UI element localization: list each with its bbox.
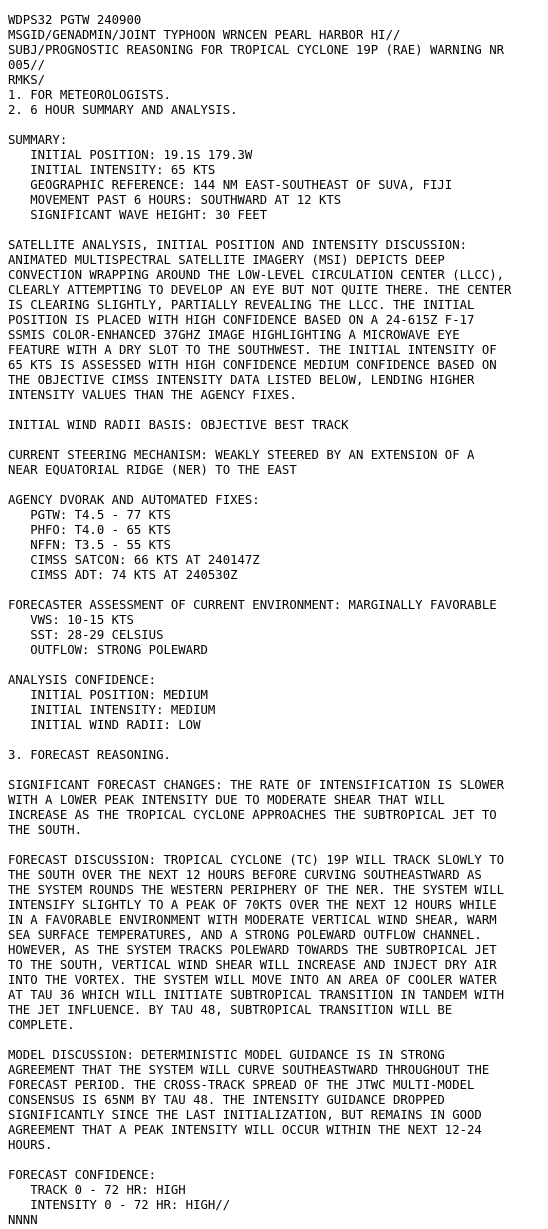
blank-line	[8, 478, 511, 493]
text-line: CURRENT STEERING MECHANISM: WEAKLY STEERED BY AN EXTENSION OF A	[8, 448, 475, 462]
text-line: THE SYSTEM ROUNDS THE WESTERN PERIPHERY OF THE NER. THE SYSTEM WILL	[8, 883, 505, 897]
text-line: SIGNIFICANTLY SINCE THE LAST INITIALIZATION, BUT REMAINS IN GOOD	[8, 1108, 482, 1122]
text-line: THE SOUTH OVER THE NEXT 12 HOURS BEFORE CURVING SOUTHEASTWARD AS	[8, 868, 482, 882]
text-line: FEATURE WITH A DRY SLOT TO THE SOUTHWEST. THE INITIAL INTENSITY OF	[8, 343, 497, 357]
text-line: INTO THE VORTEX. THE SYSTEM WILL MOVE INTO AN AREA OF COOLER WATER	[8, 973, 497, 987]
text-line: AGREEMENT THAT A PEAK INTENSITY WILL OCCUR WITHIN THE NEXT 12-24	[8, 1123, 482, 1137]
text-line: PGTW: T4.5 - 77 KTS	[8, 508, 171, 522]
text-line: 2. 6 HOUR SUMMARY AND ANALYSIS.	[8, 103, 238, 117]
text-line: AGREEMENT THAT THE SYSTEM WILL CURVE SOUTHEASTWARD THROUGHOUT THE	[8, 1063, 490, 1077]
blank-line	[8, 583, 511, 598]
text-line: MODEL DISCUSSION: DETERMINISTIC MODEL GUIDANCE IS IN STRONG	[8, 1048, 445, 1062]
text-line: SST: 28-29 CELSIUS	[8, 628, 164, 642]
blank-line	[8, 838, 511, 853]
blank-line	[8, 433, 511, 448]
text-line: SEA SURFACE TEMPERATURES, AND A STRONG POLEWARD OUTFLOW CHANNEL.	[8, 928, 482, 942]
text-line: CIMSS ADT: 74 KTS AT 240530Z	[8, 568, 238, 582]
text-line: 3. FORECAST REASONING.	[8, 748, 171, 762]
text-line: CONVECTION WRAPPING AROUND THE LOW-LEVEL CIRCULATION CENTER (LLCC),	[8, 268, 505, 282]
text-line: NFFN: T3.5 - 55 KTS	[8, 538, 171, 552]
text-line: POSITION IS PLACED WITH HIGH CONFIDENCE BASED ON A 24-615Z F-17	[8, 313, 475, 327]
text-line: THE SOUTH.	[8, 823, 83, 837]
blank-line	[8, 733, 511, 748]
blank-line	[8, 763, 511, 778]
blank-line	[8, 1033, 511, 1048]
text-line: FORECASTER ASSESSMENT OF CURRENT ENVIRONMENT: MARGINALLY FAVORABLE	[8, 598, 497, 612]
text-line: SUMMARY:	[8, 133, 68, 147]
text-line: COMPLETE.	[8, 1018, 75, 1032]
text-line: 65 KTS IS ASSESSED WITH HIGH CONFIDENCE MEDIUM CONFIDENCE BASED ON	[8, 358, 497, 372]
text-line: SATELLITE ANALYSIS, INITIAL POSITION AND INTENSITY DISCUSSION:	[8, 238, 468, 252]
text-line: CONSENSUS IS 65NM BY TAU 48. THE INTENSITY GUIDANCE DROPPED	[8, 1093, 445, 1107]
text-line: 005//	[8, 58, 46, 72]
blank-line	[8, 403, 511, 418]
text-line: SIGNIFICANT FORECAST CHANGES: THE RATE OF INTENSIFICATION IS SLOWER	[8, 778, 505, 792]
text-line: IN A FAVORABLE ENVIRONMENT WITH MODERATE VERTICAL WIND SHEAR, WARM	[8, 913, 497, 927]
text-line: INTENSITY 0 - 72 HR: HIGH//	[8, 1198, 231, 1212]
text-line: INITIAL WIND RADII BASIS: OBJECTIVE BEST TRACK	[8, 418, 349, 432]
text-line: RMKS/	[8, 73, 46, 87]
text-line: AGENCY DVORAK AND AUTOMATED FIXES:	[8, 493, 260, 507]
blank-line	[8, 118, 511, 133]
text-line: CIMSS SATCON: 66 KTS AT 240147Z	[8, 553, 260, 567]
text-line: OUTFLOW: STRONG POLEWARD	[8, 643, 208, 657]
text-line: FORECAST PERIOD. THE CROSS-TRACK SPREAD OF THE JTWC MULTI-MODEL	[8, 1078, 475, 1092]
text-line: THE JET INFLUENCE. BY TAU 48, SUBTROPICAL TRANSITION WILL BE	[8, 1003, 453, 1017]
text-line: GEOGRAPHIC REFERENCE: 144 NM EAST-SOUTHEAST OF SUVA, FIJI	[8, 178, 453, 192]
blank-line	[8, 658, 511, 673]
text-line: INITIAL POSITION: 19.1S 179.3W	[8, 148, 253, 162]
text-line: WITH A LOWER PEAK INTENSITY DUE TO MODERATE SHEAR THAT WILL	[8, 793, 445, 807]
text-line: WDPS32 PGTW 240900	[8, 13, 142, 27]
text-line: HOWEVER, AS THE SYSTEM TRACKS POLEWARD TOWARDS THE SUBTROPICAL JET	[8, 943, 497, 957]
text-line: SUBJ/PROGNOSTIC REASONING FOR TROPICAL CYCLONE 19P (RAE) WARNING NR	[8, 43, 505, 57]
text-line: PHFO: T4.0 - 65 KTS	[8, 523, 171, 537]
text-line: TO THE SOUTH, VERTICAL WIND SHEAR WILL INCREASE AND INJECT DRY AIR	[8, 958, 497, 972]
text-line: TRACK 0 - 72 HR: HIGH	[8, 1183, 186, 1197]
text-line: INITIAL WIND RADII: LOW	[8, 718, 201, 732]
text-line: INITIAL INTENSITY: 65 KTS	[8, 163, 216, 177]
text-line: ANIMATED MULTISPECTRAL SATELLITE IMAGERY (MSI) DEPICTS DEEP	[8, 253, 445, 267]
text-line: MOVEMENT PAST 6 HOURS: SOUTHWARD AT 12 KTS	[8, 193, 342, 207]
text-line: 1. FOR METEOROLOGISTS.	[8, 88, 171, 102]
text-line: HOURS.	[8, 1138, 53, 1152]
text-line: ANALYSIS CONFIDENCE:	[8, 673, 157, 687]
text-line: AT TAU 36 WHICH WILL INITIATE SUBTROPICAL TRANSITION IN TANDEM WITH	[8, 988, 505, 1002]
text-line: VWS: 10-15 KTS	[8, 613, 134, 627]
warning-text-document	[8, 13, 511, 1228]
text-line: NEAR EQUATORIAL RIDGE (NER) TO THE EAST	[8, 463, 297, 477]
text-line: SSMIS COLOR-ENHANCED 37GHZ IMAGE HIGHLIGHTING A MICROWAVE EYE	[8, 328, 460, 342]
text-line: THE OBJECTIVE CIMSS INTENSITY DATA LISTED BELOW, LENDING HIGHER	[8, 373, 475, 387]
text-line: INTENSIFY SLIGHTLY TO A PEAK OF 70KTS OVER THE NEXT 12 HOURS WHILE	[8, 898, 497, 912]
text-line: IS CLEARING SLIGHTLY, PARTIALLY REVEALING THE LLCC. THE INITIAL	[8, 298, 475, 312]
text-line: INTENSITY VALUES THAN THE AGENCY FIXES.	[8, 388, 297, 402]
text-line: INITIAL POSITION: MEDIUM	[8, 688, 208, 702]
text-line: NNNN	[8, 1213, 38, 1227]
text-line: SIGNIFICANT WAVE HEIGHT: 30 FEET	[8, 208, 268, 222]
text-line: FORECAST DISCUSSION: TROPICAL CYCLONE (TC) 19P WILL TRACK SLOWLY TO	[8, 853, 505, 867]
text-line: FORECAST CONFIDENCE:	[8, 1168, 157, 1182]
blank-line	[8, 223, 511, 238]
text-line: MSGID/GENADMIN/JOINT TYPHOON WRNCEN PEARL HARBOR HI//	[8, 28, 401, 42]
blank-line	[8, 1153, 511, 1168]
text-line: INCREASE AS THE TROPICAL CYCLONE APPROACHES THE SUBTROPICAL JET TO	[8, 808, 497, 822]
text-line: CLEARLY ATTEMPTING TO DEVELOP AN EYE BUT NOT QUITE THERE. THE CENTER	[8, 283, 512, 297]
text-line: INITIAL INTENSITY: MEDIUM	[8, 703, 216, 717]
